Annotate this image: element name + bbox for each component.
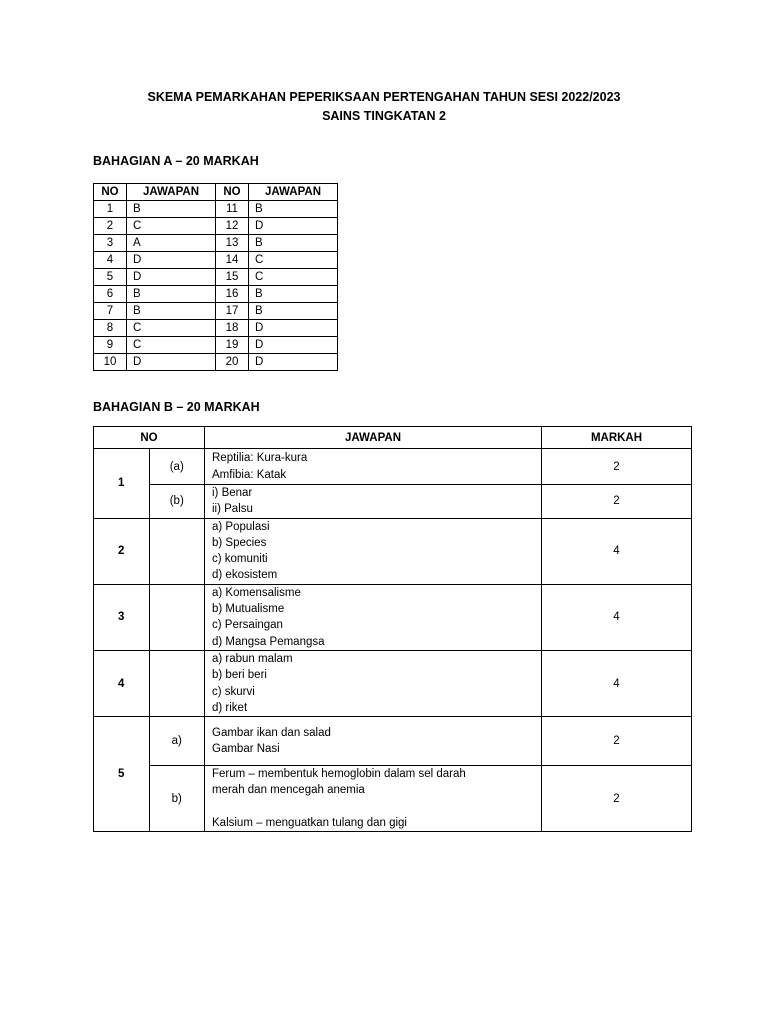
- answer-line: Reptilia: Kura-kura: [212, 452, 308, 465]
- table-row: [94, 650, 692, 716]
- answer-value: C: [127, 337, 216, 354]
- question-number: 19: [216, 337, 249, 354]
- question-number: 16: [216, 286, 249, 303]
- sub-question-label: (a): [149, 449, 205, 485]
- section-a-answer-table: [93, 183, 338, 371]
- section-a-heading: BAHAGIAN A – 20 MARKAH: [93, 154, 259, 168]
- answer-line: d) Mangsa Pemangsa: [212, 635, 325, 648]
- answer-line: c) komuniti: [212, 553, 268, 566]
- answer-line: i) Benar: [212, 487, 253, 499]
- question-number: 3: [94, 235, 127, 252]
- table-row: [94, 449, 692, 485]
- table-header-row: [94, 427, 692, 449]
- mark-cell: 2: [542, 485, 692, 519]
- question-number: 20: [216, 354, 249, 371]
- section-b-heading: BAHAGIAN B – 20 MARKAH: [93, 400, 260, 414]
- answer-value: B: [127, 286, 216, 303]
- mark-cell: 4: [542, 584, 692, 650]
- answer-value: D: [249, 337, 338, 354]
- answer-value: A: [127, 235, 216, 252]
- question-number: 7: [94, 303, 127, 320]
- table-row: [94, 286, 338, 303]
- answer-value: D: [127, 269, 216, 286]
- answer-line: c) skurvi: [212, 685, 255, 698]
- section-b-answer-table: [93, 426, 692, 832]
- mark-cell: 2: [542, 717, 692, 766]
- question-number: 1: [94, 449, 150, 519]
- question-number: 4: [94, 650, 150, 716]
- answer-cell: [205, 518, 542, 584]
- question-number: 14: [216, 252, 249, 269]
- table-row: [94, 584, 692, 650]
- table-row: [94, 252, 338, 269]
- question-number: 13: [216, 235, 249, 252]
- answer-value: B: [249, 235, 338, 252]
- answer-value: D: [127, 354, 216, 371]
- header-no: NO: [216, 184, 249, 201]
- sub-question-label: [149, 650, 205, 716]
- sub-question-label: (b): [149, 485, 205, 519]
- answer-value: B: [127, 201, 216, 218]
- header-jawapan: JAWAPAN: [249, 184, 338, 201]
- question-number: 2: [94, 218, 127, 235]
- table-row: [94, 337, 338, 354]
- answer-line: Gambar Nasi: [212, 743, 280, 756]
- answer-line: a) Komensalisme: [212, 586, 301, 599]
- question-number: 10: [94, 354, 127, 371]
- table-row: [94, 320, 338, 337]
- header-jawapan: JAWAPAN: [127, 184, 216, 201]
- answer-value: D: [127, 252, 216, 269]
- answer-value: C: [127, 320, 216, 337]
- answer-cell: [205, 485, 542, 519]
- table-row: [94, 354, 338, 371]
- question-number: 3: [94, 584, 150, 650]
- answer-line: c) Persaingan: [212, 619, 283, 632]
- answer-value: C: [249, 252, 338, 269]
- answer-line: d) ekosistem: [212, 569, 278, 582]
- question-number: 15: [216, 269, 249, 286]
- answer-cell: [205, 717, 542, 766]
- answer-cell: [205, 449, 542, 485]
- question-number: 1: [94, 201, 127, 218]
- question-number: 5: [94, 269, 127, 286]
- mark-cell: 4: [542, 650, 692, 716]
- mark-cell: 2: [542, 766, 692, 832]
- answer-line: d) riket: [212, 701, 248, 714]
- answer-line: merah dan mencegah anemia: [212, 784, 365, 797]
- table-row: [94, 717, 692, 766]
- document-subtitle: SAINS TINGKATAN 2: [322, 109, 446, 123]
- answer-value: B: [249, 286, 338, 303]
- answer-value: C: [249, 269, 338, 286]
- sub-question-label: a): [149, 717, 205, 766]
- table-row: [94, 269, 338, 286]
- answer-value: B: [127, 303, 216, 320]
- question-number: 5: [94, 717, 150, 832]
- table-row: [94, 235, 338, 252]
- sub-question-label: [149, 584, 205, 650]
- answer-cell: [205, 650, 542, 716]
- question-number: 12: [216, 218, 249, 235]
- sub-question-label: [149, 518, 205, 584]
- table-row: [94, 303, 338, 320]
- answer-line: a) rabun malam: [212, 652, 293, 665]
- answer-value: B: [249, 303, 338, 320]
- question-number: 9: [94, 337, 127, 354]
- answer-value: B: [249, 201, 338, 218]
- answer-value: D: [249, 218, 338, 235]
- question-number: 6: [94, 286, 127, 303]
- document-title: SKEMA PEMARKAHAN PEPERIKSAAN PERTENGAHAN TAHUN SESI 2022/2023: [147, 90, 621, 104]
- answer-line: ii) Palsu: [212, 503, 253, 516]
- answer-value: D: [249, 320, 338, 337]
- header-no: NO: [94, 184, 127, 201]
- answer-cell: [205, 766, 542, 832]
- question-number: 4: [94, 252, 127, 269]
- question-number: 11: [216, 201, 249, 218]
- answer-value: C: [127, 218, 216, 235]
- answer-line: Kalsium – menguatkan tulang dan gigi: [212, 816, 407, 829]
- answer-line: a) Populasi: [212, 520, 270, 533]
- table-row: [94, 485, 692, 519]
- mark-cell: 4: [542, 518, 692, 584]
- answer-line: b) Mutualisme: [212, 603, 285, 616]
- header-no: NO: [94, 427, 205, 449]
- answer-value: D: [249, 354, 338, 371]
- question-number: 17: [216, 303, 249, 320]
- table-row: [94, 201, 338, 218]
- answer-line: b) beri beri: [212, 669, 267, 682]
- answer-line: b) Species: [212, 536, 267, 549]
- table-header-row: [94, 184, 338, 201]
- answer-line: Ferum – membentuk hemoglobin dalam sel darah: [212, 768, 466, 781]
- sub-question-label: b): [149, 766, 205, 832]
- table-row: [94, 518, 692, 584]
- table-row: [94, 218, 338, 235]
- header-markah: MARKAH: [542, 427, 692, 449]
- line-gap: [212, 799, 541, 815]
- question-number: 8: [94, 320, 127, 337]
- answer-line: Amfibia: Katak: [212, 468, 287, 481]
- header-jawapan: JAWAPAN: [205, 427, 542, 449]
- answer-cell: [205, 584, 542, 650]
- question-number: 2: [94, 518, 150, 584]
- question-number: 18: [216, 320, 249, 337]
- table-row: [94, 766, 692, 832]
- mark-cell: 2: [542, 449, 692, 485]
- answer-line: Gambar ikan dan salad: [212, 726, 331, 739]
